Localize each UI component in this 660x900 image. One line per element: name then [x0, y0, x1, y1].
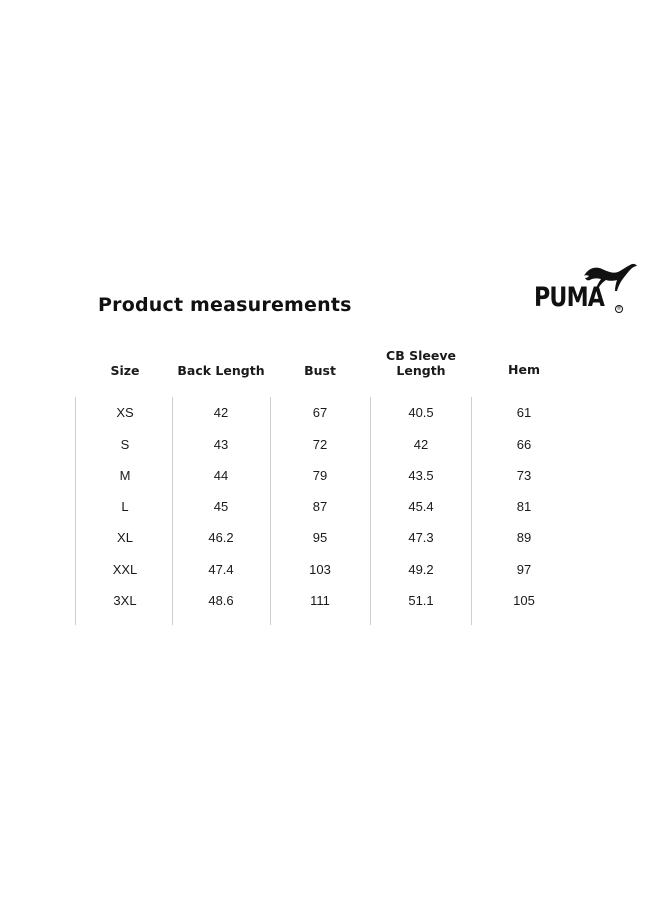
table-cell-bust: 103	[309, 562, 331, 577]
table-cell-back-length: 46.2	[208, 530, 234, 545]
table-cell-back-length: 44	[213, 468, 229, 483]
table-cell-back-length: 45	[213, 499, 229, 514]
table-cell-hem: 81	[516, 499, 532, 514]
column-header-bust: Bust	[304, 363, 336, 378]
table-cell-bust: 72	[312, 437, 328, 452]
table-cell-cb-sleeve-length: 45.4	[408, 499, 434, 514]
column-header-cb-sleeve-line1: CB Sleeve	[386, 348, 456, 363]
column-divider	[75, 397, 76, 625]
table-cell-back-length: 47.4	[208, 562, 234, 577]
table-cell-cb-sleeve-length: 43.5	[408, 468, 434, 483]
table-cell-cb-sleeve-length: 42	[413, 437, 429, 452]
table-cell-hem: 73	[516, 468, 532, 483]
table-cell-size: M	[119, 468, 131, 483]
table-cell-back-length: 42	[213, 405, 229, 420]
table-cell-hem: 97	[516, 562, 532, 577]
table-cell-back-length: 43	[213, 437, 229, 452]
table-cell-back-length: 48.6	[208, 593, 234, 608]
column-header-hem: Hem	[508, 362, 540, 377]
column-header-back-length: Back Length	[177, 363, 265, 378]
table-cell-hem: 66	[516, 437, 532, 452]
table-cell-cb-sleeve-length: 47.3	[408, 530, 434, 545]
table-cell-size: S	[120, 437, 130, 452]
column-divider	[270, 397, 271, 625]
column-divider	[471, 397, 472, 625]
registered-mark: ®	[616, 306, 622, 312]
table-cell-size: XS	[116, 405, 134, 420]
column-header-cb-sleeve-length	[372, 348, 470, 378]
column-header-size: Size	[110, 363, 140, 378]
page-title: Product measurements	[98, 294, 352, 316]
table-cell-hem: 105	[513, 593, 535, 608]
table-cell-cb-sleeve-length: 49.2	[408, 562, 434, 577]
table-cell-bust: 79	[312, 468, 328, 483]
table-cell-size: L	[121, 499, 129, 514]
table-cell-bust: 111	[310, 593, 330, 608]
table-cell-size: XXL	[112, 562, 138, 577]
table-cell-bust: 87	[312, 499, 328, 514]
table-cell-bust: 67	[312, 405, 328, 420]
table-cell-cb-sleeve-length: 51.1	[408, 593, 434, 608]
table-cell-size: 3XL	[113, 593, 137, 608]
table-cell-hem: 61	[516, 405, 532, 420]
table-cell-size: XL	[117, 530, 133, 545]
puma-logo	[532, 262, 638, 318]
table-cell-cb-sleeve-length: 40.5	[408, 405, 434, 420]
table-cell-hem: 89	[516, 530, 532, 545]
table-cell-bust: 95	[312, 530, 328, 545]
puma-wordmark: PUMA	[534, 282, 605, 313]
column-divider	[172, 397, 173, 625]
column-header-cb-sleeve-line2: Length	[396, 363, 446, 378]
column-divider	[370, 397, 371, 625]
